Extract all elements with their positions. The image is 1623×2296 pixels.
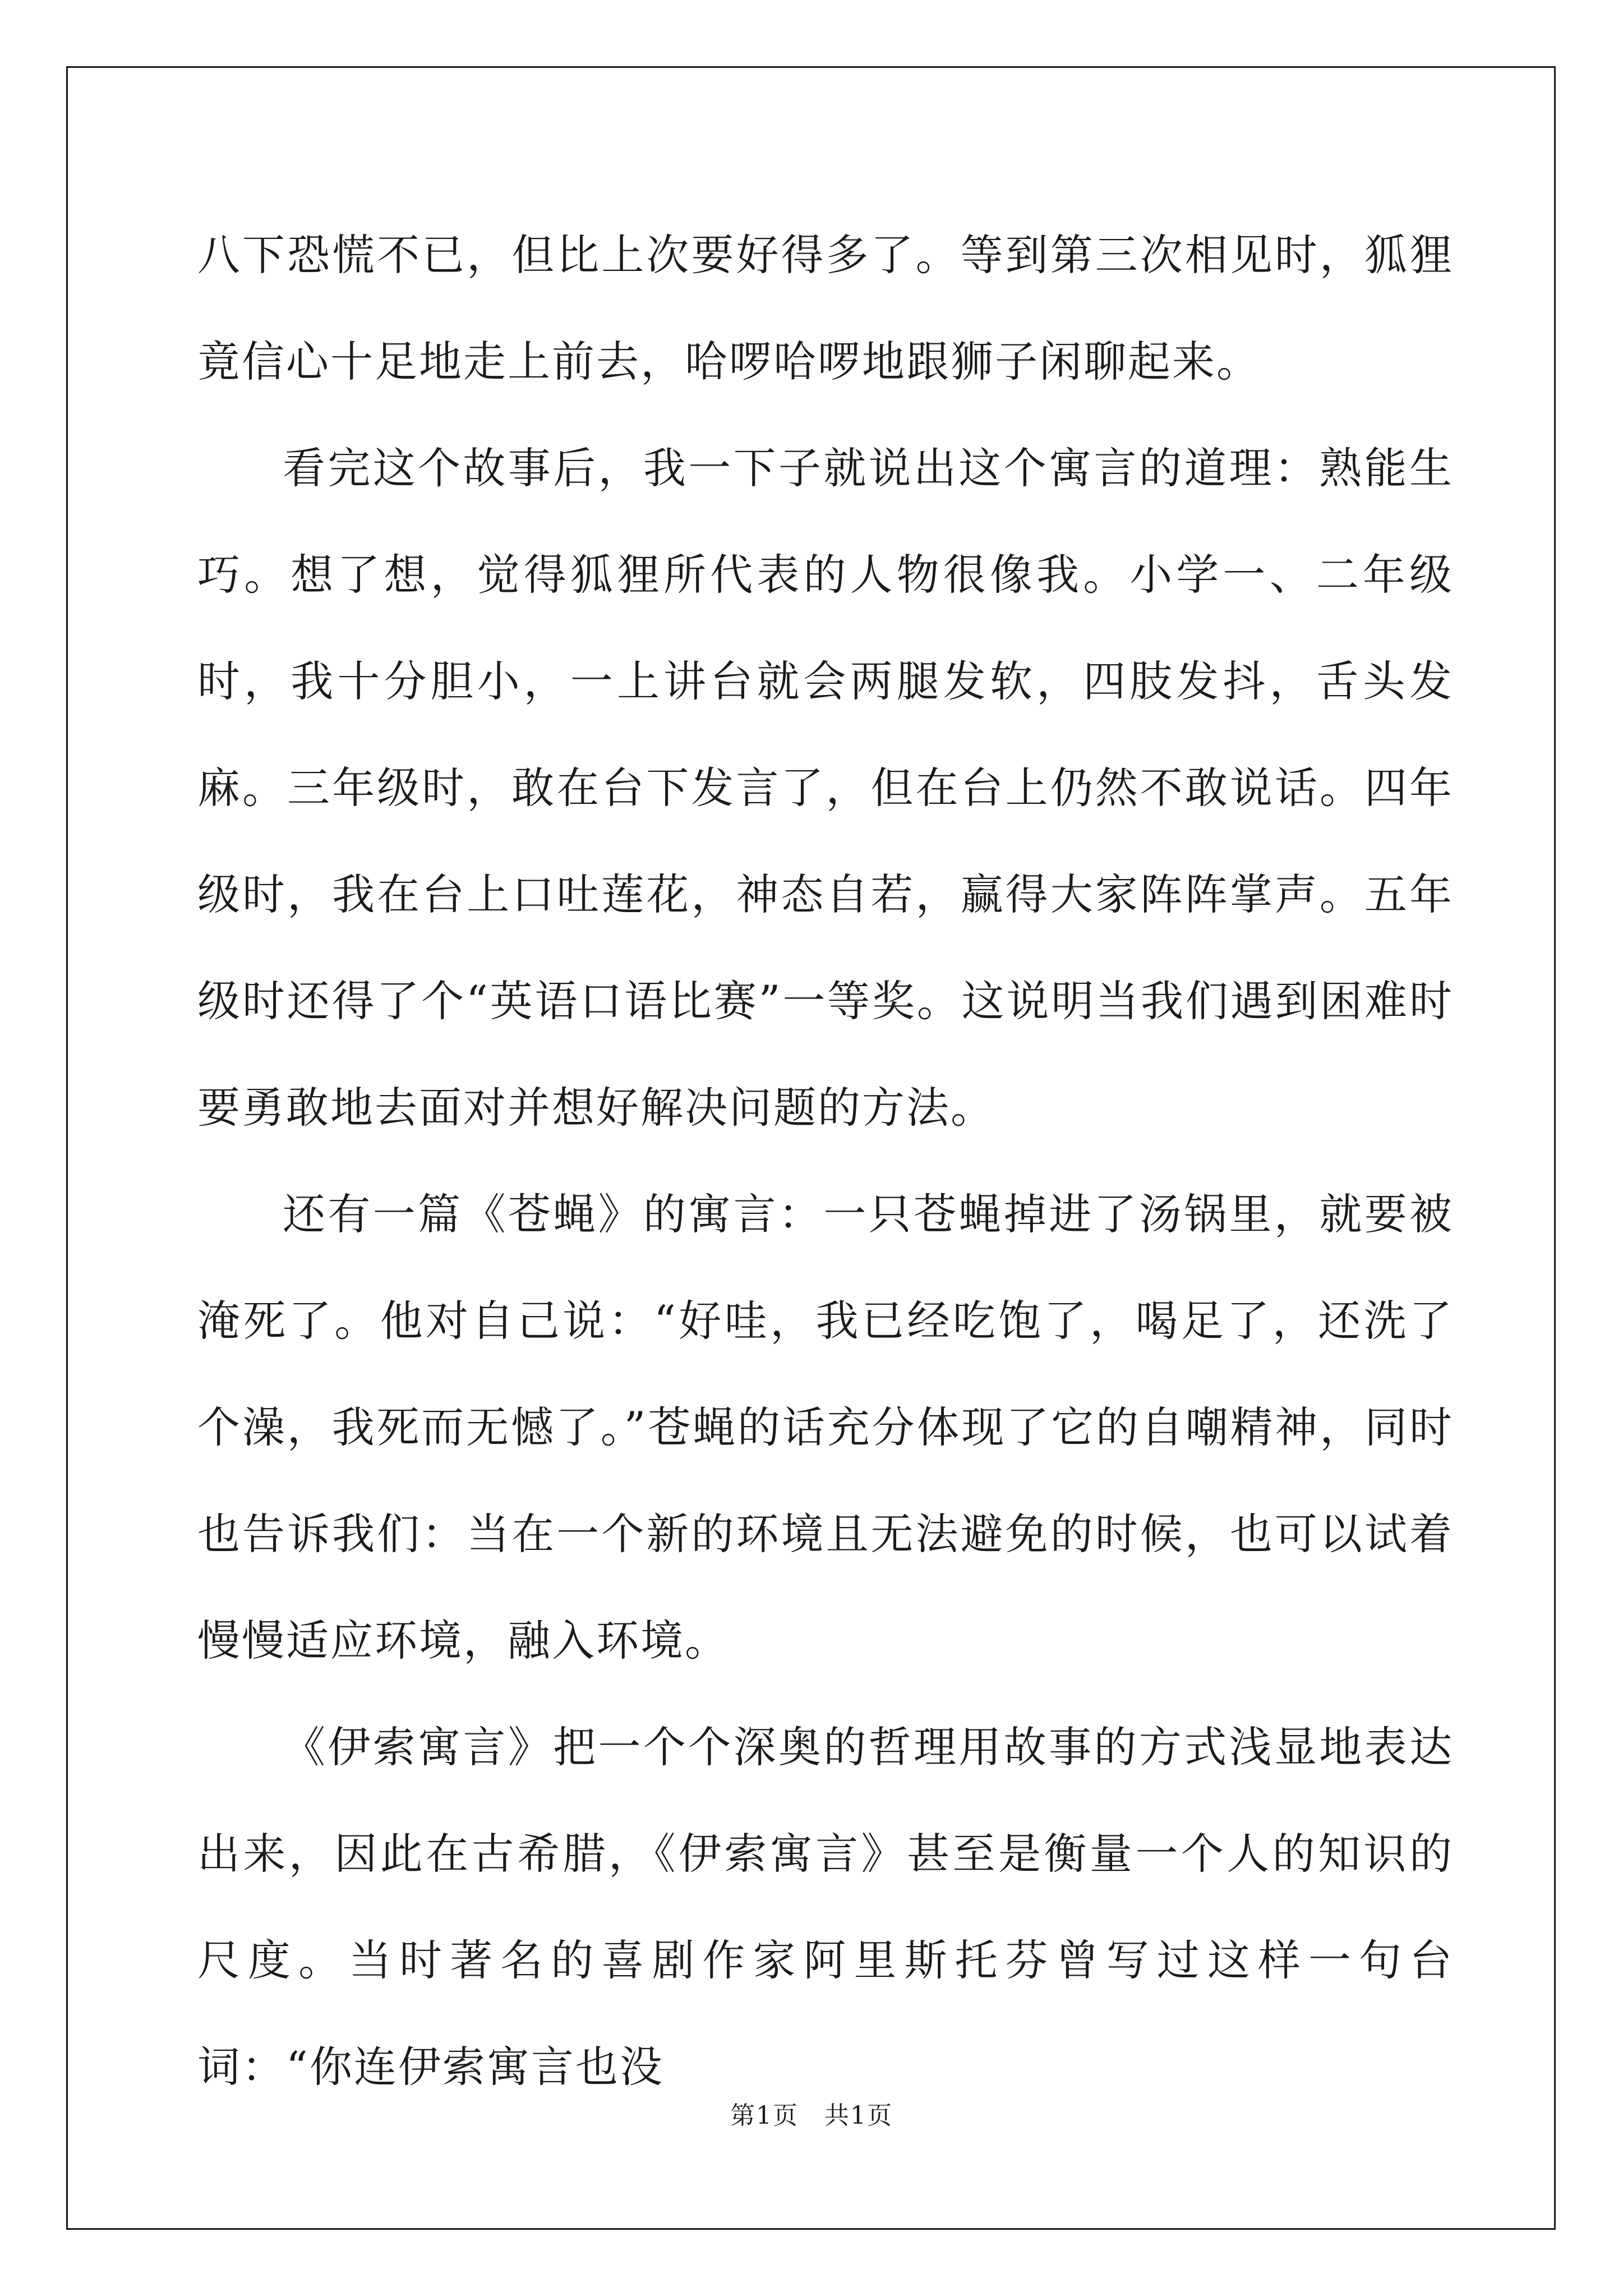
- page-number-footer: 第1页 共1页: [730, 2101, 893, 2130]
- paragraph-2: 看完这个故事后，我一下子就说出这个寓言的道理：熟能生巧。想了想，觉得狐狸所代表的人物很像我。小学一、二年级时，我十分胆小，一上讲台就会两腿发软，四肢发抖，舌头发麻。三年级时，敢在台下发言了，但在台上仍然不敢说话。四年级时，我在台上口吐莲花，神态自若，赢得大家阵阵掌声。五年级时还得了个“英语口语比赛”一等奖。这说明当我们遇到困难时要勇敢地去面对并想好解决问题的方法。: [197, 443, 1454, 1133]
- paragraph-1: 八下恐慌不已，但比上次要好得多了。等到第三次相见时，狐狸竟信心十足地走上前去，哈啰哈啰地跟狮子闲聊起来。: [197, 230, 1454, 386]
- paragraph-3: 还有一篇《苍蝇》的寓言：一只苍蝇掉进了汤锅里，就要被淹死了。他对自己说：“好哇，我已经吃饱了，喝足了，还洗了个澡，我死而无憾了。”苍蝇的话充分体现了它的自嘲精神，同时也告诉我们：当在一个新的环境且无法避免的时候，也可以试着慢慢适应环境，融入环境。: [197, 1189, 1454, 1665]
- paragraph-4: 《伊索寓言》把一个个深奥的哲理用故事的方式浅显地表达出来，因此在古希腊，《伊索寓言》甚至是衡量一个人的知识的尺度。当时著名的喜剧作家阿里斯托芬曾写过这样一句台词：“你连伊索寓言也没: [197, 1722, 1454, 2092]
- document-body: [197, 202, 1454, 2120]
